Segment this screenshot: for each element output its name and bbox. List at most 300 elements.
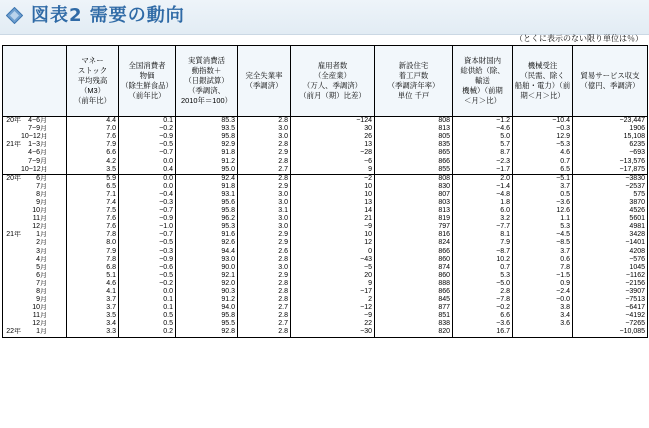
period-label-text: 8月 — [36, 288, 47, 296]
monthly-row — [3, 328, 648, 337]
value-cell: −1.4 — [453, 183, 513, 191]
period-label — [3, 239, 67, 247]
value-cell: 874 — [375, 264, 453, 272]
value-cell: 7.4 — [67, 199, 119, 207]
value-cell: 3.0 — [238, 215, 291, 223]
period-label-text: 12月 — [32, 320, 47, 328]
value-cell: 3.2 — [453, 215, 513, 223]
value-cell: 4.6 — [67, 280, 119, 288]
value-cell: 0.1 — [119, 296, 176, 304]
period-label-text: 11月 — [32, 215, 47, 223]
value-cell: −576 — [573, 256, 648, 264]
value-cell: 2.8 — [238, 328, 291, 337]
period-label — [3, 141, 67, 149]
value-cell: 6.6 — [453, 312, 513, 320]
value-cell: −17,875 — [573, 166, 648, 175]
value-cell: −0.9 — [119, 215, 176, 223]
period-label-text: 4−6月 — [28, 117, 47, 125]
value-cell: 9 — [291, 166, 375, 175]
value-cell: 3.4 — [67, 320, 119, 328]
value-cell: −0.6 — [119, 264, 176, 272]
value-cell: 7.6 — [67, 223, 119, 231]
unit-note: （とくに表示のない限り単位は％） — [515, 34, 643, 43]
value-cell: −0.7 — [119, 149, 176, 157]
monthly-row — [3, 256, 648, 264]
column-header: 機械受注 （民需、除く 船舶・電力）（前 期＜月＞比） — [513, 46, 573, 117]
value-cell: −3830 — [573, 174, 648, 183]
value-cell: 10.2 — [453, 256, 513, 264]
monthly-row — [3, 320, 648, 328]
value-cell: 6.8 — [67, 264, 119, 272]
monthly-row — [3, 288, 648, 296]
monthly-row — [3, 223, 648, 231]
period-label — [3, 149, 67, 157]
value-cell: 5.1 — [67, 272, 119, 280]
value-cell: 855 — [375, 166, 453, 175]
value-cell: 93.0 — [176, 256, 238, 264]
period-label-text: 2月 — [36, 239, 47, 247]
header-row — [3, 46, 648, 117]
value-cell: 5.3 — [453, 272, 513, 280]
period-label — [3, 215, 67, 223]
value-cell: −4.6 — [453, 125, 513, 133]
value-cell: −1.7 — [453, 166, 513, 175]
value-cell: −30 — [291, 328, 375, 337]
value-cell: 6.6 — [67, 149, 119, 157]
value-cell: 12 — [291, 239, 375, 247]
period-label — [3, 256, 67, 264]
value-cell: 6235 — [573, 141, 648, 149]
table-body — [3, 117, 648, 338]
value-cell: 4.4 — [67, 117, 119, 126]
year-label: 22年 — [6, 328, 21, 336]
value-cell: 0.7 — [453, 264, 513, 272]
value-cell: 2.9 — [238, 231, 291, 239]
period-label — [3, 133, 67, 141]
value-cell: 2.9 — [238, 272, 291, 280]
value-cell: −23,447 — [573, 117, 648, 126]
value-cell: −5.3 — [513, 141, 573, 149]
value-cell: 3.4 — [513, 312, 573, 320]
value-cell: 2.8 — [238, 280, 291, 288]
value-cell: 0.1 — [119, 117, 176, 126]
value-cell: 2.7 — [238, 304, 291, 312]
value-cell: 8.0 — [67, 239, 119, 247]
value-cell: 2.8 — [238, 117, 291, 126]
value-cell: −693 — [573, 149, 648, 157]
value-cell: 877 — [375, 304, 453, 312]
value-cell: 3870 — [573, 199, 648, 207]
monthly-row — [3, 304, 648, 312]
column-header: 貿易サービス収支 （億円、季調済） — [573, 46, 648, 117]
monthly-row — [3, 296, 648, 304]
value-cell: 22 — [291, 320, 375, 328]
value-cell: 2.8 — [238, 288, 291, 296]
value-cell: 95.8 — [176, 133, 238, 141]
value-cell: 7.9 — [453, 239, 513, 247]
value-cell: 94.0 — [176, 304, 238, 312]
value-cell: 3.5 — [67, 166, 119, 175]
value-cell: 3.7 — [67, 304, 119, 312]
period-label-text: 1−3月 — [28, 141, 47, 149]
value-cell: −0.3 — [513, 125, 573, 133]
diamond-icon — [6, 7, 23, 24]
value-cell: 6.0 — [453, 207, 513, 215]
value-cell: 2.0 — [453, 174, 513, 183]
value-cell: −9 — [291, 312, 375, 320]
year-label: 21年 — [6, 231, 21, 239]
value-cell: 2.7 — [238, 320, 291, 328]
period-label-text: 4月 — [36, 255, 47, 263]
period-label-text: 6月 — [36, 271, 47, 279]
value-cell: 15,108 — [573, 133, 648, 141]
period-label — [3, 296, 67, 304]
period-label — [3, 191, 67, 199]
monthly-row — [3, 231, 648, 239]
value-cell: 8.7 — [453, 149, 513, 157]
value-cell: 2.8 — [238, 312, 291, 320]
value-cell: 21 — [291, 215, 375, 223]
value-cell: −1.0 — [119, 223, 176, 231]
value-cell: 3.6 — [513, 320, 573, 328]
period-label-text: 3月 — [36, 247, 47, 255]
period-label — [3, 328, 67, 337]
quarterly-row — [3, 117, 648, 126]
value-cell: 860 — [375, 272, 453, 280]
value-cell: 3.7 — [67, 296, 119, 304]
value-cell: 90.3 — [176, 288, 238, 296]
value-cell: 803 — [375, 199, 453, 207]
value-cell: 0.0 — [119, 174, 176, 183]
value-cell: 4.6 — [513, 149, 573, 157]
value-cell: 2.8 — [238, 174, 291, 183]
period-label — [3, 264, 67, 272]
value-cell: 2.8 — [453, 288, 513, 296]
monthly-row — [3, 183, 648, 191]
value-cell: 4208 — [573, 248, 648, 256]
value-cell: 1906 — [573, 125, 648, 133]
value-cell: −7.8 — [453, 296, 513, 304]
value-cell: 0.5 — [513, 191, 573, 199]
period-label — [3, 157, 67, 165]
value-cell: 94.4 — [176, 248, 238, 256]
value-cell: 0.6 — [513, 256, 573, 264]
value-cell: 865 — [375, 149, 453, 157]
value-cell: 0.5 — [119, 320, 176, 328]
value-cell: −2 — [291, 174, 375, 183]
period-label — [3, 117, 67, 126]
value-cell: 0.2 — [119, 328, 176, 337]
value-cell: 575 — [573, 191, 648, 199]
value-cell: 805 — [375, 133, 453, 141]
period-label — [3, 288, 67, 296]
value-cell: −12 — [291, 304, 375, 312]
period-label — [3, 312, 67, 320]
value-cell: −5 — [291, 264, 375, 272]
value-cell: −0.9 — [119, 133, 176, 141]
period-label — [3, 231, 67, 239]
value-cell: 866 — [375, 248, 453, 256]
value-cell: 12.6 — [513, 207, 573, 215]
value-cell: −13,576 — [573, 157, 648, 165]
value-cell: −5.1 — [513, 174, 573, 183]
value-cell: 7.6 — [67, 133, 119, 141]
value-cell: 5.0 — [453, 133, 513, 141]
value-cell: 3.0 — [238, 125, 291, 133]
value-cell: 95.6 — [176, 199, 238, 207]
value-cell: 92.8 — [176, 328, 238, 337]
value-cell: −2156 — [573, 280, 648, 288]
value-cell: −1162 — [573, 272, 648, 280]
value-cell: −28 — [291, 149, 375, 157]
value-cell: 8.1 — [453, 231, 513, 239]
value-cell: 820 — [375, 328, 453, 337]
period-label-text: 9月 — [36, 198, 47, 206]
period-label-text: 1月 — [36, 231, 47, 239]
quarterly-row — [3, 141, 648, 149]
value-cell: 90.0 — [176, 264, 238, 272]
value-cell — [513, 328, 573, 337]
value-cell: 7.1 — [67, 191, 119, 199]
period-label-text: 7−9月 — [28, 125, 47, 133]
period-label-text: 7月 — [36, 279, 47, 287]
column-header — [3, 46, 67, 117]
value-cell: −0.7 — [119, 231, 176, 239]
value-cell: 20 — [291, 272, 375, 280]
value-cell: 5.7 — [453, 141, 513, 149]
value-cell: −3907 — [573, 288, 648, 296]
period-label-text: 10−12月 — [21, 165, 48, 173]
value-cell: 819 — [375, 215, 453, 223]
value-cell: −0.5 — [119, 239, 176, 247]
period-label — [3, 272, 67, 280]
value-cell: 3.0 — [238, 223, 291, 231]
monthly-row — [3, 215, 648, 223]
value-cell: −8.5 — [513, 239, 573, 247]
value-cell: 2 — [291, 296, 375, 304]
value-cell: 92.9 — [176, 141, 238, 149]
value-cell: 6.5 — [67, 183, 119, 191]
value-cell: 93.1 — [176, 191, 238, 199]
title-bar — [0, 0, 649, 35]
period-label — [3, 223, 67, 231]
value-cell: 0 — [291, 248, 375, 256]
value-cell: 0.9 — [513, 280, 573, 288]
value-cell: 0.1 — [119, 304, 176, 312]
value-cell: 5601 — [573, 215, 648, 223]
value-cell: 2.8 — [238, 256, 291, 264]
value-cell: 13 — [291, 141, 375, 149]
value-cell: 866 — [375, 157, 453, 165]
value-cell: 860 — [375, 256, 453, 264]
period-label-text: 5月 — [36, 263, 47, 271]
value-cell: −10,085 — [573, 328, 648, 337]
value-cell: 96.2 — [176, 215, 238, 223]
year-label: 20年 — [6, 117, 21, 125]
value-cell: 10 — [291, 183, 375, 191]
value-cell: 2.7 — [238, 166, 291, 175]
value-cell: 2.9 — [238, 239, 291, 247]
value-cell: −0.9 — [119, 256, 176, 264]
value-cell: 7.6 — [67, 215, 119, 223]
value-cell: 2.8 — [238, 296, 291, 304]
period-label — [3, 304, 67, 312]
value-cell: −0.5 — [119, 272, 176, 280]
value-cell: 95.0 — [176, 166, 238, 175]
value-cell: 4981 — [573, 223, 648, 231]
value-cell: 866 — [375, 288, 453, 296]
monthly-row — [3, 248, 648, 256]
value-cell: −7265 — [573, 320, 648, 328]
value-cell: 7.0 — [67, 125, 119, 133]
value-cell: 95.3 — [176, 223, 238, 231]
value-cell: 3.8 — [513, 304, 573, 312]
value-cell: −8.7 — [453, 248, 513, 256]
value-cell: 851 — [375, 312, 453, 320]
period-label-text: 10月 — [32, 304, 47, 312]
value-cell: 7.8 — [67, 231, 119, 239]
value-cell: 91.2 — [176, 296, 238, 304]
column-header: マネー ストック 平均残高 （M3） （前年比） — [67, 46, 119, 117]
year-label: 21年 — [6, 141, 21, 149]
value-cell: 13 — [291, 199, 375, 207]
value-cell: 5.3 — [513, 223, 573, 231]
value-cell: 26 — [291, 133, 375, 141]
value-cell: 808 — [375, 174, 453, 183]
period-label — [3, 248, 67, 256]
value-cell: −0.4 — [119, 191, 176, 199]
period-label-text: 11月 — [32, 312, 47, 320]
value-cell: 7.8 — [513, 264, 573, 272]
value-cell: 5.9 — [67, 174, 119, 183]
value-cell: 7.8 — [67, 256, 119, 264]
value-cell: 10 — [291, 231, 375, 239]
value-cell: 2.6 — [238, 248, 291, 256]
value-cell: 91.8 — [176, 149, 238, 157]
value-cell: 3.0 — [238, 191, 291, 199]
value-cell: 9 — [291, 280, 375, 288]
value-cell: 797 — [375, 223, 453, 231]
value-cell: −5.0 — [453, 280, 513, 288]
value-cell: 0.4 — [119, 166, 176, 175]
value-cell: −7513 — [573, 296, 648, 304]
period-label — [3, 320, 67, 328]
value-cell: 91.6 — [176, 231, 238, 239]
period-label — [3, 199, 67, 207]
value-cell: −124 — [291, 117, 375, 126]
value-cell: 1.1 — [513, 215, 573, 223]
value-cell: 845 — [375, 296, 453, 304]
value-cell: −10.4 — [513, 117, 573, 126]
value-cell: 10 — [291, 191, 375, 199]
value-cell: −7.7 — [453, 223, 513, 231]
value-cell: 7.9 — [67, 248, 119, 256]
value-cell: −6417 — [573, 304, 648, 312]
quarterly-row — [3, 166, 648, 175]
value-cell: 95.5 — [176, 320, 238, 328]
value-cell: 92.1 — [176, 272, 238, 280]
page-title: 図表2 需要の動向 — [31, 5, 185, 26]
value-cell: −3.6 — [513, 199, 573, 207]
monthly-row — [3, 239, 648, 247]
period-label-text: 10−12月 — [21, 133, 48, 141]
value-cell: 3.0 — [238, 264, 291, 272]
quarterly-row — [3, 133, 648, 141]
value-cell: 1.8 — [453, 199, 513, 207]
period-label — [3, 183, 67, 191]
column-header: 新設住宅 着工戸数 （季調済年率） 単位 千戸 — [375, 46, 453, 117]
value-cell: 808 — [375, 117, 453, 126]
value-cell: 3.7 — [513, 183, 573, 191]
value-cell: −0.3 — [119, 199, 176, 207]
value-cell: 838 — [375, 320, 453, 328]
value-cell: 830 — [375, 183, 453, 191]
value-cell: 816 — [375, 231, 453, 239]
value-cell: −2.4 — [513, 288, 573, 296]
value-cell: 12.9 — [513, 133, 573, 141]
value-cell: 824 — [375, 239, 453, 247]
value-cell: −4.8 — [453, 191, 513, 199]
value-cell: 14 — [291, 207, 375, 215]
period-label — [3, 174, 67, 183]
value-cell: 7.9 — [67, 141, 119, 149]
value-cell: −2537 — [573, 183, 648, 191]
value-cell: −3.6 — [453, 320, 513, 328]
quarterly-row — [3, 149, 648, 157]
value-cell: 3.0 — [238, 133, 291, 141]
value-cell: 91.8 — [176, 183, 238, 191]
period-label-text: 7月 — [36, 182, 47, 190]
quarterly-row — [3, 157, 648, 165]
value-cell: 4.1 — [67, 288, 119, 296]
value-cell: −1.2 — [453, 117, 513, 126]
value-cell: 3.5 — [67, 312, 119, 320]
value-cell: 4.2 — [67, 157, 119, 165]
column-header: 完全失業率 （季調済） — [238, 46, 291, 117]
period-label-text: 4−6月 — [28, 149, 47, 157]
value-cell: 807 — [375, 191, 453, 199]
period-label-text: 8月 — [36, 190, 47, 198]
period-label — [3, 207, 67, 215]
monthly-row — [3, 174, 648, 183]
value-cell: 2.8 — [238, 141, 291, 149]
value-cell: 2.8 — [238, 157, 291, 165]
period-label-text: 9月 — [36, 296, 47, 304]
value-cell: −1401 — [573, 239, 648, 247]
value-cell: 813 — [375, 207, 453, 215]
value-cell: 2.9 — [238, 149, 291, 157]
period-label-text: 1月 — [36, 328, 47, 336]
column-header: 全国消費者 物価 （除生鮮食品） （前年比） — [119, 46, 176, 117]
value-cell: −0.7 — [119, 207, 176, 215]
value-cell: 0.0 — [119, 183, 176, 191]
value-cell: 3.0 — [238, 199, 291, 207]
monthly-row — [3, 312, 648, 320]
monthly-row — [3, 207, 648, 215]
monthly-row — [3, 280, 648, 288]
value-cell: 95.8 — [176, 207, 238, 215]
value-cell: 0.5 — [119, 312, 176, 320]
monthly-row — [3, 191, 648, 199]
value-cell: 1045 — [573, 264, 648, 272]
value-cell: −17 — [291, 288, 375, 296]
value-cell: −0.3 — [119, 248, 176, 256]
value-cell: 7.5 — [67, 207, 119, 215]
period-label-text: 10月 — [32, 207, 47, 215]
value-cell: −1.5 — [513, 272, 573, 280]
column-header: 雇用者数 （全産業） （万人、季調済） （前月（期）比差） — [291, 46, 375, 117]
value-cell: −4.5 — [513, 231, 573, 239]
